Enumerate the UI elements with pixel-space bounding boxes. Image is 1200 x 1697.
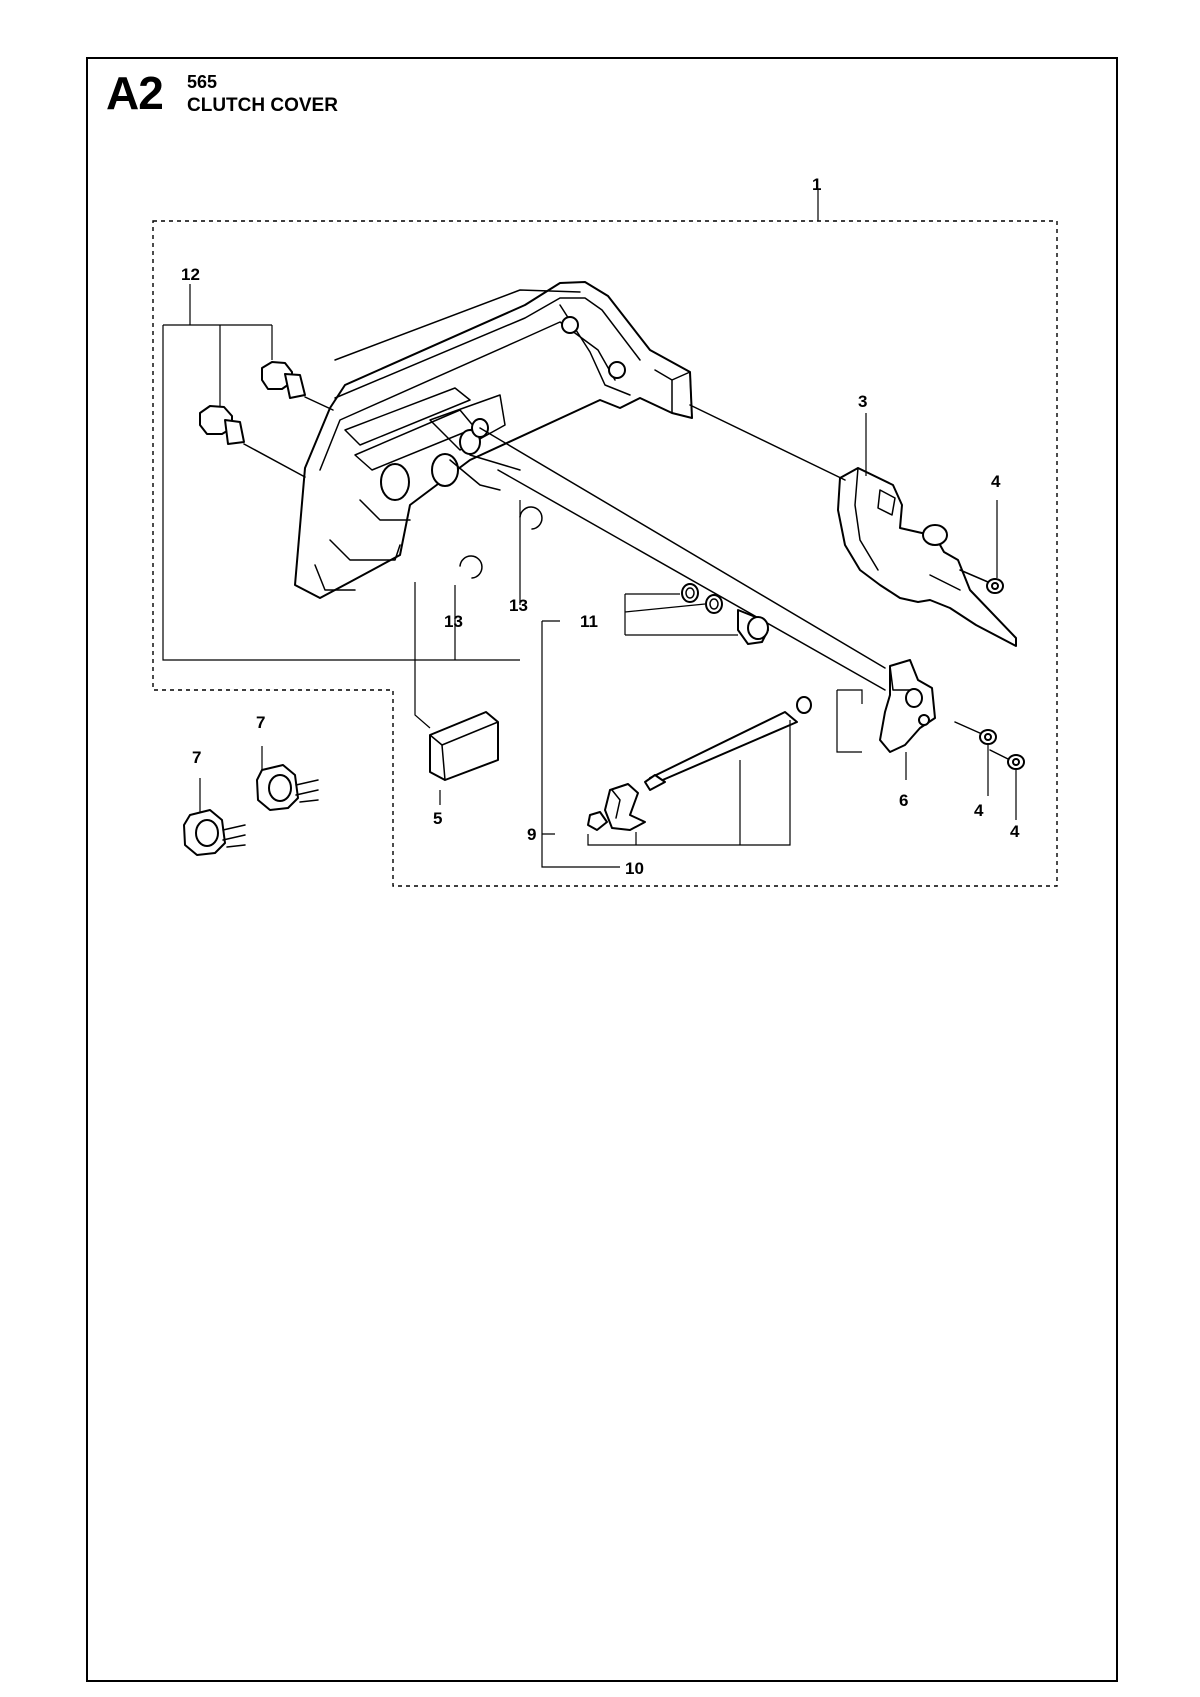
diagram-title: CLUTCH COVER xyxy=(187,95,338,116)
tension-rod-part xyxy=(588,697,811,830)
callout-3: 3 xyxy=(858,392,868,411)
callout-9: 9 xyxy=(527,825,537,844)
callout-4-middle: 4 xyxy=(974,801,984,820)
callout-13-right: 13 xyxy=(509,596,528,615)
circlip-part-left xyxy=(460,556,482,578)
screw-part-lower xyxy=(990,750,1024,769)
plug-part-lower xyxy=(200,406,305,477)
cap-part-right xyxy=(257,765,318,810)
callout-4-upper: 4 xyxy=(991,472,1001,491)
callout-6: 6 xyxy=(899,791,909,810)
pad-part xyxy=(430,712,498,780)
bracket-part xyxy=(880,660,935,752)
callout-11: 11 xyxy=(580,612,598,631)
bushing-part xyxy=(738,610,768,644)
screw-part-middle xyxy=(955,722,996,744)
callout-7-right: 7 xyxy=(256,713,266,732)
oring-part-1 xyxy=(682,584,698,602)
callout-7-left: 7 xyxy=(192,748,202,767)
clutch-cover-part xyxy=(295,282,692,598)
callout-12: 12 xyxy=(181,265,200,284)
callout-5: 5 xyxy=(433,809,443,828)
callout-13-left: 13 xyxy=(444,612,463,631)
chain-catcher-part xyxy=(838,468,1016,646)
callout-1: 1 xyxy=(812,175,822,194)
callout-10: 10 xyxy=(625,859,644,878)
plug-part-upper xyxy=(262,362,333,410)
section-code: A2 xyxy=(106,67,163,119)
callout-4-lower: 4 xyxy=(1010,822,1020,841)
cap-part-left xyxy=(184,810,245,855)
model-number: 565 xyxy=(187,72,218,92)
oring-part-2 xyxy=(706,595,722,613)
circlip-part-right xyxy=(520,507,542,529)
